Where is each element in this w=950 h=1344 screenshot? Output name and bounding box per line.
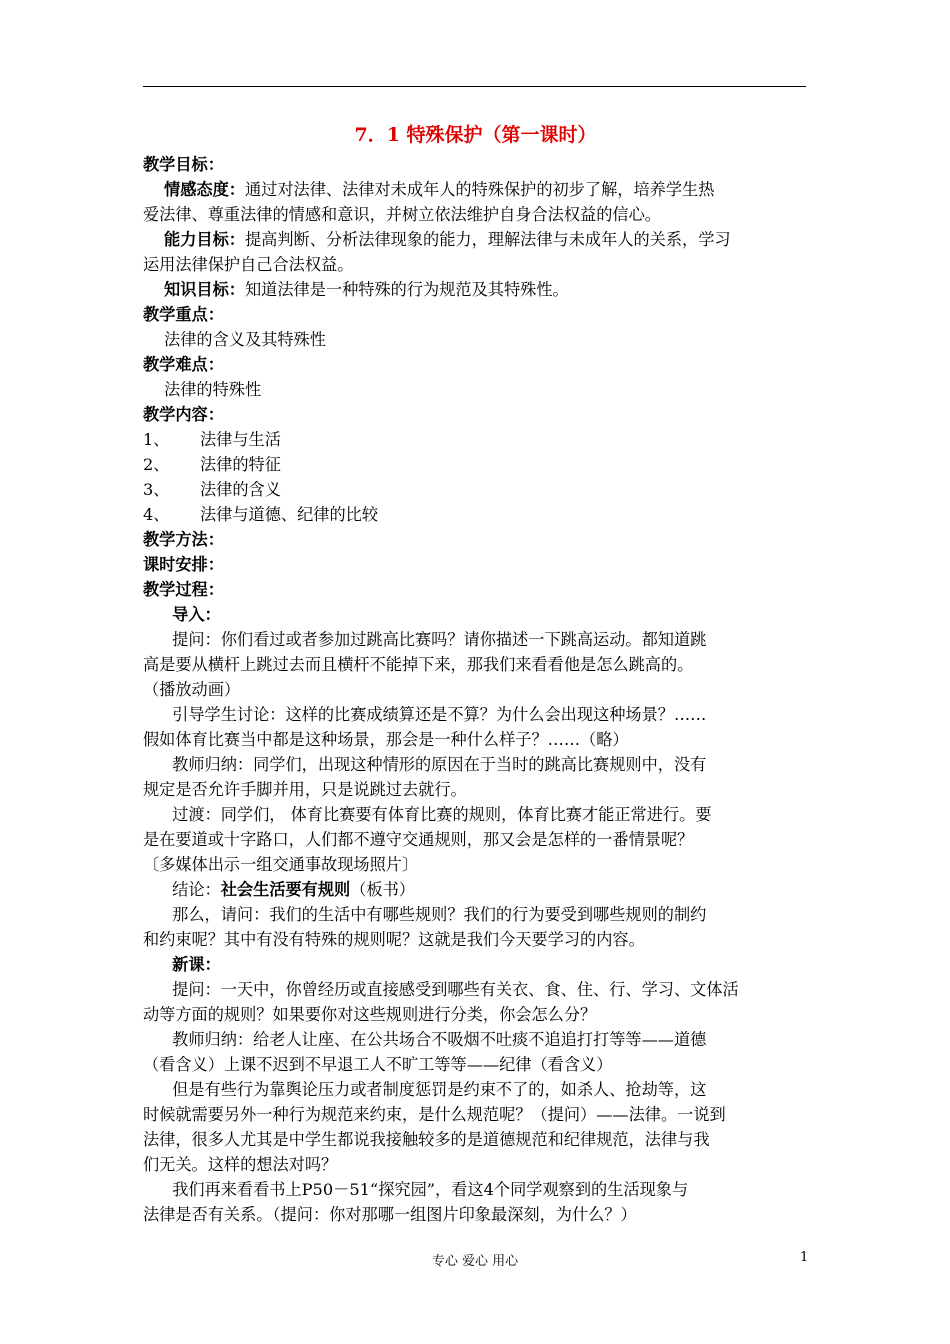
but-line-2: 时候就需要另外一种行为规范来约束，是什么规范呢？（提问）——法律。一说到 bbox=[143, 1105, 726, 1124]
knowledge-objective bbox=[143, 277, 808, 302]
document-body bbox=[143, 120, 808, 1227]
knowledge-label: 知识目标： bbox=[164, 280, 245, 299]
transition-line-3: 〔多媒体出示一组交通事故现场照片〕 bbox=[143, 855, 419, 874]
list-item-number: 3、 bbox=[143, 480, 170, 499]
emotion-text-1: 通过对法律、法律对未成年人的特殊保护的初步了解，培养学生热 bbox=[244, 180, 715, 199]
but-line-3: 法律，很多人尤其是中学生都说我接触较多的是道德规范和纪律规范，法律与我 bbox=[143, 1130, 710, 1149]
list-item-text: 法律的特征 bbox=[200, 455, 281, 474]
focus-heading: 教学重点： bbox=[143, 305, 224, 324]
list-item bbox=[143, 452, 808, 477]
conclusion-line bbox=[143, 877, 808, 902]
new-question-line-2: 动等方面的规则？如果要你对这些规则进行分类，你会怎么分？ bbox=[143, 1005, 597, 1024]
list-item-text: 法律的含义 bbox=[200, 480, 281, 499]
emotion-text-2: 爱法律、尊重法律的情感和意识，并树立依法维护自身合法权益的信心。 bbox=[143, 205, 661, 224]
guide-line-2: 假如体育比赛当中都是这种场景，那会是一种什么样子？……（略） bbox=[143, 730, 629, 749]
process-heading: 教学过程： bbox=[143, 580, 224, 599]
but-line-1: 但是有些行为靠舆论压力或者制度惩罚是约束不了的，如杀人、抢劫等，这 bbox=[172, 1080, 707, 1099]
question-line-1: 那么，请问：我们的生活中有哪些规则？我们的行为要受到哪些规则的制约 bbox=[172, 905, 707, 924]
ability-objective-line-1 bbox=[143, 227, 808, 252]
header-rule bbox=[143, 86, 806, 87]
guide-line-1: 引导学生讨论：这样的比赛成绩算还是不算？为什么会出现这种场景？…… bbox=[172, 705, 707, 724]
teacher-summary-2-line-1: 教师归纳：给老人让座、在公共场合不吸烟不吐痰不追追打打等等——道德 bbox=[172, 1030, 707, 1049]
question-line-2: 和约束呢？其中有没有特殊的规则呢？这就是我们今天要学习的内容。 bbox=[143, 930, 645, 949]
conclusion-key-point: 社会生活要有规则 bbox=[220, 880, 351, 899]
list-item-number: 4、 bbox=[143, 505, 170, 524]
page-number: 1 bbox=[800, 1250, 809, 1265]
list-item bbox=[143, 477, 808, 502]
ability-text-1: 提高判断、分析法律现象的能力，理解法律与未成年人的关系，学习 bbox=[244, 230, 731, 249]
method-heading: 教学方法： bbox=[143, 530, 224, 549]
book-line-2: 法律是否有关系。（提问：你对那哪一组图片印象最深刻，为什么？） bbox=[143, 1205, 637, 1224]
teacher-summary-1-line-1: 教师归纳：同学们，出现这种情形的原因在于当时的跳高比赛规则中，没有 bbox=[172, 755, 707, 774]
intro-line-3: （播放动画） bbox=[143, 680, 241, 699]
intro-heading: 导入： bbox=[172, 605, 221, 624]
schedule-heading: 课时安排： bbox=[143, 555, 224, 574]
ability-text-2: 运用法律保护自己合法权益。 bbox=[143, 255, 354, 274]
list-item-number: 2、 bbox=[143, 455, 170, 474]
but-line-4: 们无关。这样的想法对吗？ bbox=[143, 1155, 338, 1174]
teacher-summary-2-line-2: （看含义）上课不迟到不早退工人不旷工等等——纪律（看含义） bbox=[143, 1055, 613, 1074]
knowledge-text: 知道法律是一种特殊的行为规范及其特殊性。 bbox=[244, 280, 569, 299]
emotion-objective-line-1 bbox=[143, 177, 808, 202]
list-item-number: 1、 bbox=[143, 430, 170, 449]
transition-line-1: 过渡：同学们， 体育比赛要有体育比赛的规则，体育比赛才能正常进行。要 bbox=[172, 805, 712, 824]
new-lesson-heading: 新课： bbox=[172, 955, 221, 974]
difficulty-text: 法律的特殊性 bbox=[164, 380, 262, 399]
conclusion-suffix: （板书） bbox=[350, 880, 415, 899]
list-item-text: 法律与生活 bbox=[200, 430, 281, 449]
list-item-text: 法律与道德、纪律的比较 bbox=[200, 505, 379, 524]
ability-label: 能力目标： bbox=[164, 230, 245, 249]
new-question-line-1: 提问：一天中，你曾经历或直接感受到哪些有关衣、食、住、行、学习、文体活 bbox=[172, 980, 739, 999]
conclusion-prefix: 结论： bbox=[172, 880, 221, 899]
contents-heading: 教学内容： bbox=[143, 405, 224, 424]
intro-line-1: 提问：你们看过或者参加过跳高比赛吗？请你描述一下跳高运动。都知道跳 bbox=[172, 630, 707, 649]
focus-text: 法律的含义及其特殊性 bbox=[164, 330, 326, 349]
list-item bbox=[143, 427, 808, 452]
footer-motto: 专心 爱心 用心 bbox=[431, 1254, 519, 1269]
teacher-summary-1-line-2: 规定是否允许手脚并用，只是说跳过去就行。 bbox=[143, 780, 467, 799]
difficulty-heading: 教学难点： bbox=[143, 355, 224, 374]
list-item bbox=[143, 502, 808, 527]
objectives-heading: 教学目标： bbox=[143, 155, 224, 174]
transition-line-2: 是在要道或十字路口，人们都不遵守交通规则，那又会是怎样的一番情景呢？ bbox=[143, 830, 694, 849]
book-line-1: 我们再来看看书上P50－51“探究园”，看这4个同学观察到的生活现象与 bbox=[172, 1180, 689, 1199]
emotion-label: 情感态度： bbox=[164, 180, 245, 199]
intro-line-2: 高是要从横杆上跳过去而且横杆不能掉下来，那我们来看看他是怎么跳高的。 bbox=[143, 655, 694, 674]
lesson-title: 7．1 特殊保护（第一课时） bbox=[354, 124, 597, 146]
